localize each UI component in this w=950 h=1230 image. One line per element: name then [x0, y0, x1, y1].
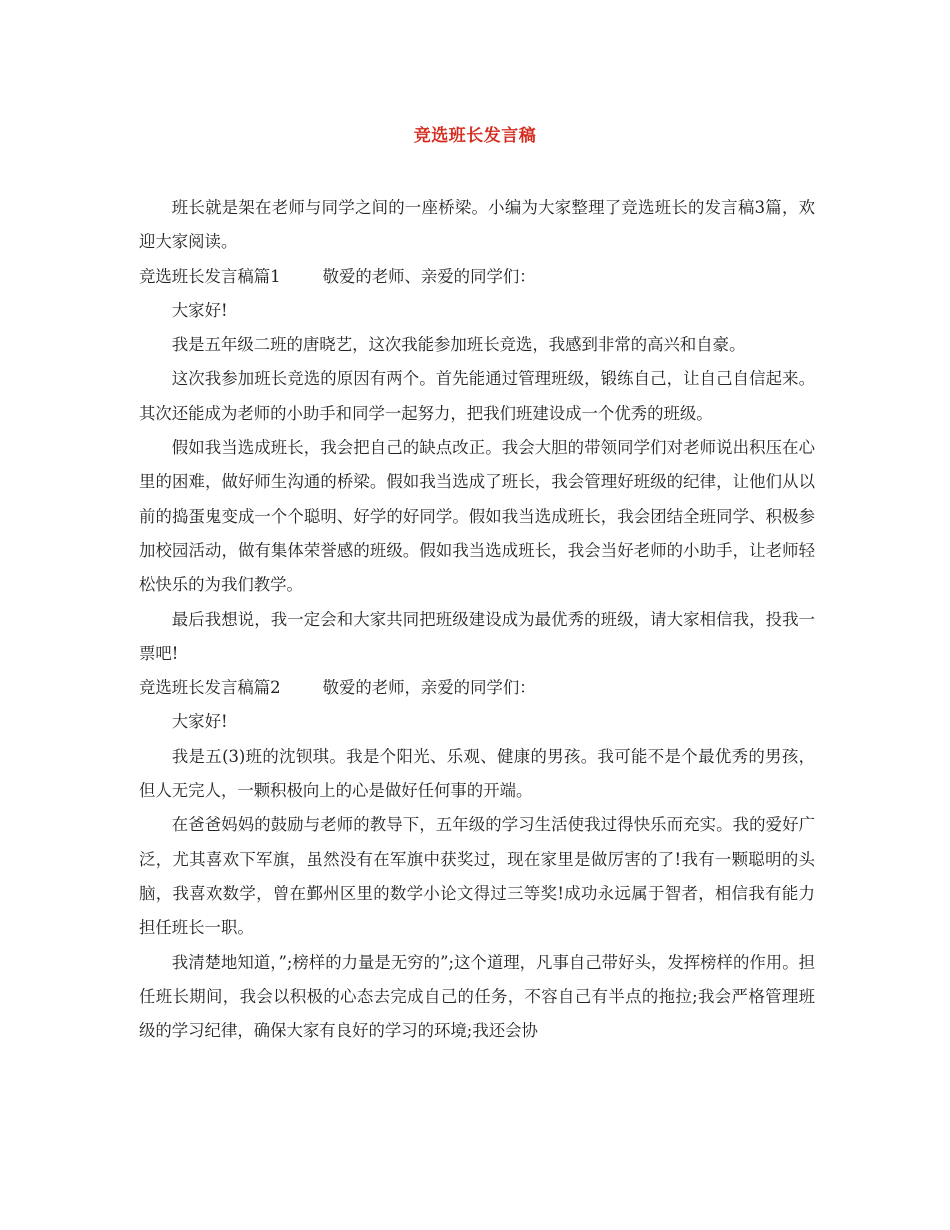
- document-body: [139, 191, 815, 1048]
- section-1-paragraph: 我是五年级二班的唐晓艺，这次我能参加班长竞选，我感到非常的高兴和自豪。: [171, 335, 746, 355]
- section-1-salutation: 敬爱的老师、亲爱的同学们：: [322, 266, 536, 286]
- section-1-paragraph: 最后我想说，我一定会和大家共同把班级建设成为最优秀的班级，请大家相信我，投我一票吧!: [139, 609, 815, 663]
- section-1-paragraph: 大家好!: [171, 300, 228, 320]
- document-title: 竞选班长发言稿: [413, 126, 537, 146]
- intro-paragraph: 班长就是架在老师与同学之间的一座桥梁。小编为大家整理了竞选班长的发言稿3篇，欢迎大家阅读。: [139, 198, 815, 252]
- section-1-paragraph: 假如我当选成班长，我会把自己的缺点改正。我会大胆的带领同学们对老师说出积压在心里的困难，做好师生沟通的桥梁。假如我当选成了班长，我会管理好班级的纪律，让他们从以前的捣蛋鬼变成一个个聪明、好学的好同学。假如我当选成班长，我会团结全班同学、积极参加校园活动，做有集体荣誉感的班级。假如我当选成班长，我会当好老师的小助手，让老师轻松快乐的为我们教学。: [139, 438, 815, 595]
- section-2-heading-row: [139, 671, 815, 705]
- section-2-paragraph: 大家好!: [171, 712, 228, 732]
- section-2-salutation: 敬爱的老师，亲爱的同学们：: [322, 678, 536, 698]
- section-1-heading-row: [139, 260, 815, 294]
- section-2-paragraph: 我是五(3)班的沈钡琪。我是个阳光、乐观、健康的男孩。我可能不是个最优秀的男孩，但人无完人，一颗积极向上的心是做好任何事的开端。: [139, 746, 815, 801]
- section-2-heading: 竞选班长发言稿篇2: [139, 678, 281, 698]
- section-2-paragraph: 我清楚地知道，”;榜样的力量是无穷的”;这个道理，凡事自己带好头，发挥榜样的作用。担任班长期间，我会以积极的心态去完成自己的任务，不容自己有半点的拖拉;我会严格管理班级的学习纪律，确保大家有良好的学习的环境;我还会协: [139, 952, 815, 1041]
- section-1-heading: 竞选班长发言稿篇1: [139, 266, 281, 286]
- section-2-paragraph: 在爸爸妈妈的鼓励与老师的教导下，五年级的学习生活使我过得快乐而充实。我的爱好广泛，尤其喜欢下军旗，虽然没有在军旗中获奖过，现在家里是做厉害的了!我有一颗聪明的头脑，我喜欢数学，曾在鄞州区里的数学小论文得过三等奖!成功永远属于智者，相信我有能力担任班长一职。: [139, 815, 815, 938]
- section-1-paragraph: 这次我参加班长竞选的原因有两个。首先能通过管理班级，锻练自己，让自己自信起来。其次还能成为老师的小助手和同学一起努力，把我们班建设成一个优秀的班级。: [139, 369, 815, 423]
